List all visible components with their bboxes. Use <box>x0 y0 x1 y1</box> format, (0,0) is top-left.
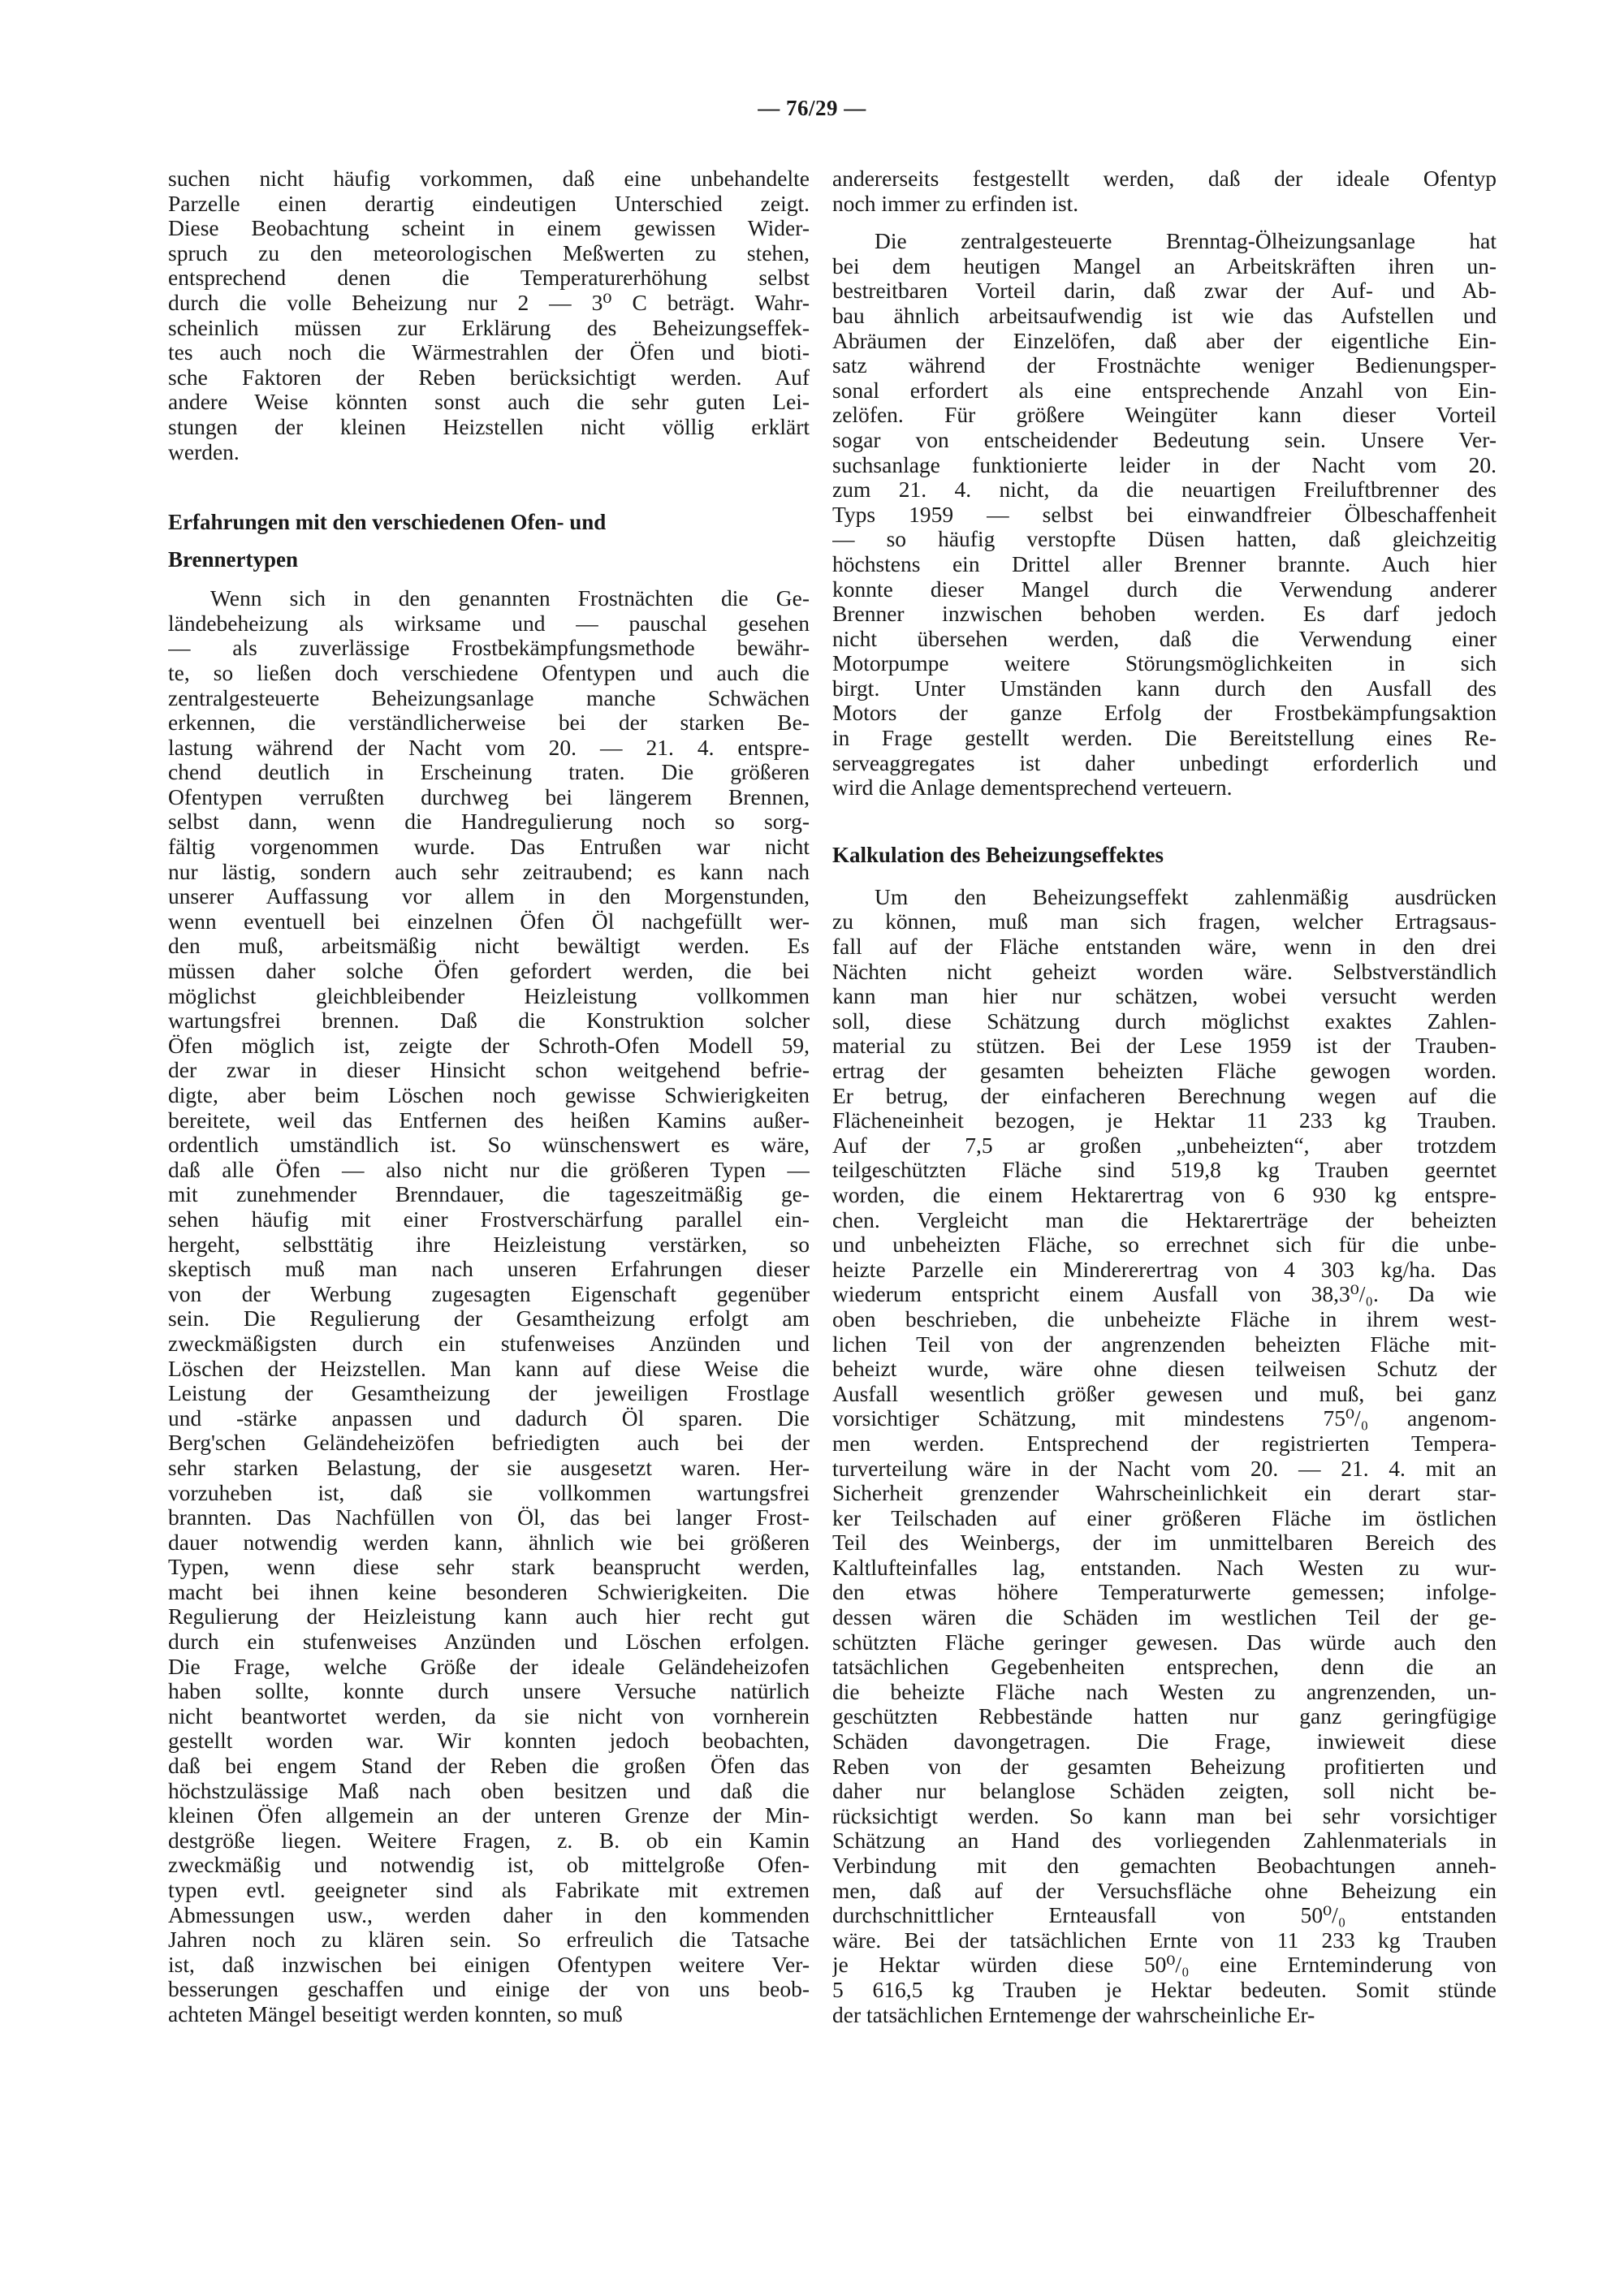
continuation-paragraph <box>832 166 1497 216</box>
text-line: lichen Teil von der angrenzenden beheizten Fläche mit- <box>832 1331 1497 1357</box>
text-line: teilgeschützten Fläche sind 519,8 kg Trauben geerntet <box>832 1158 1497 1183</box>
text-line: werden. <box>168 439 240 464</box>
text-line: 5 616,5 kg Trauben je Hektar bedeuten. Somit stünde <box>832 1977 1497 2002</box>
text-line: noch immer zu erfinden ist. <box>832 191 1079 216</box>
text-line: kann man hier nur schätzen, wobei versucht werden <box>832 984 1497 1009</box>
text-line: ordentlich umständlich ist. So wünschenswert es wäre, <box>168 1133 810 1158</box>
calculation-paragraph <box>832 885 1497 2027</box>
section-heading-kalkulation <box>832 836 1497 874</box>
text-line: soll, diese Schätzung durch möglichst exaktes Zahlen- <box>832 1008 1497 1034</box>
text-line: worden, die einem Hektarertrag von 6 930 kg entspre- <box>832 1182 1497 1207</box>
text-line: suchen nicht häufig vorkommen, daß eine unbehandelte <box>168 166 810 191</box>
text-line: zentralgesteuerte Beheizungsanlage manche Schwächen <box>168 685 810 710</box>
text-line: Parzelle einen derartig eindeutigen Unterschied zeigt. <box>168 191 810 216</box>
text-line: zweckmäßig und notwendig ist, ob mittelgroße Ofen- <box>168 1853 810 1878</box>
text-line: Leistung der Gesamtheizung der jeweiligen Frostlage <box>168 1381 810 1406</box>
text-line: oben beschrieben, die unbeheizte Fläche in ihrem west- <box>832 1306 1497 1331</box>
text-line: bei dem heutigen Mangel an Arbeitskräften ihren un- <box>832 253 1497 278</box>
text-line: vorsichtiger Schätzung, mit mindestens 75⁰/₀ angenom- <box>832 1406 1497 1431</box>
text-line: chend deutlich in Erscheinung traten. Die größeren <box>168 760 810 785</box>
text-line: scheinlich müssen zur Erklärung des Beheizungseffek- <box>168 315 810 340</box>
text-line: Brenner inzwischen behoben werden. Es darf jedoch <box>832 602 1497 627</box>
text-line: brannten. Das Nachfüllen von Öl, das bei langer Frost- <box>168 1505 810 1530</box>
text-line: birgt. Unter Umständen kann durch den Ausfall des <box>832 675 1497 701</box>
text-line: nicht übersehen werden, daß die Verwendung einer <box>832 626 1497 651</box>
text-line: spruch zu den meteorologischen Meßwerten zu stehen, <box>168 240 810 265</box>
text-line: suchsanlage funktionierte leider in der Nacht vom 20. <box>832 452 1497 477</box>
text-line: und unbeheizten Fläche, so errechnet sich für die unbe- <box>832 1232 1497 1258</box>
text-line: Ausfall wesentlich größer gewesen und muß, bei ganz <box>832 1381 1497 1406</box>
text-line: ist, daß inzwischen bei einigen Ofentypen weitere Ver- <box>168 1952 810 1977</box>
text-line: achteten Mängel beseitigt werden konnten, so muß <box>168 2001 623 2026</box>
text-line: zu können, muß man sich fragen, welcher Ertragsaus- <box>832 909 1497 934</box>
text-line: möglichst gleichbleibender Heizleistung vollkommen <box>168 983 810 1008</box>
text-line: macht bei ihnen keine besonderen Schwierigkeiten. Die <box>168 1579 810 1604</box>
text-line: destgröße liegen. Weitere Fragen, z. B. ob ein Kamin <box>168 1828 810 1853</box>
text-line: haben sollte, konnte durch unsere Versuche natürlich <box>168 1679 810 1704</box>
text-line: lastung während der Nacht vom 20. — 21. 4. entspre- <box>168 735 810 760</box>
text-line: Reben von der gesamten Beheizung profitierten und <box>832 1754 1497 1779</box>
text-line: Verbindung mit den gemachten Beobachtungen anneh- <box>832 1854 1497 1878</box>
text-line: je Hektar würden diese 50⁰/₀ eine Ernteminderung von <box>832 1953 1497 1978</box>
text-line: tatsächlichen Gegebenheiten entsprechen, denn die an <box>832 1655 1497 1680</box>
text-line: sein. Die Regulierung der Gesamtheizung erfolgt am <box>168 1306 810 1331</box>
text-line: erkennen, die verständlicherweise bei der starken Be- <box>168 710 810 736</box>
text-line: Um den Beheizungseffekt zahlenmäßig ausdrücken <box>875 884 1497 909</box>
text-line: den muß, arbeitsmäßig nicht bewältigt werden. Es <box>168 934 810 959</box>
text-line: dauer notwendig werden kann, ähnlich wie bei größeren <box>168 1530 810 1555</box>
text-line: den etwas höhere Temperaturwerte gemessen; infolge- <box>832 1580 1497 1605</box>
text-line: Schätzung an Hand des vorliegenden Zahlenmaterials in <box>832 1828 1497 1854</box>
section-heading-line-2: Brennertypen <box>168 547 298 572</box>
text-line: Motors der ganze Erfolg der Frostbekämpfungsaktion <box>832 701 1497 726</box>
text-line: Regulierung der Heizleistung kann auch hier recht gut <box>168 1604 810 1629</box>
text-line: rücksichtigt werden. So kann man bei sehr vorsichtiger <box>832 1803 1497 1828</box>
text-line: in Frage gestellt werden. Die Bereitstellung eines Re- <box>832 726 1497 751</box>
text-line: Typen, wenn diese sehr stark beansprucht werden, <box>168 1555 810 1580</box>
text-line: fall auf der Fläche entstanden wäre, wenn in den drei <box>832 934 1497 960</box>
text-line: material zu stützen. Bei der Lese 1959 ist der Trauben- <box>832 1034 1497 1059</box>
text-line: schützten Fläche geringer gewesen. Das würde auch den <box>832 1629 1497 1655</box>
text-line: Schäden davongetragen. Die Frage, inwieweit diese <box>832 1729 1497 1754</box>
text-line: ländebeheizung als wirksame und — pauschal gesehen <box>168 611 810 636</box>
text-line: hergeht, selbsttätig ihre Heizleistung verstärken, so <box>168 1232 810 1257</box>
text-line: Auf der 7,5 ar großen „unbeheizten“, aber trotzdem <box>832 1133 1497 1158</box>
text-line: ker Teilschaden auf einer größeren Fläche im östlichen <box>832 1505 1497 1530</box>
text-line: Ofentypen verrußten durchweg bei längerem Brennen, <box>168 784 810 809</box>
text-line: Typs 1959 — selbst bei einwandfreier Ölbeschaffenheit <box>832 502 1497 527</box>
text-line: heizte Parzelle ein Mindererertrag von 4 303 kg/ha. Das <box>832 1257 1497 1282</box>
text-line: sehen häufig mit einer Frostverschärfung parallel ein- <box>168 1206 810 1232</box>
text-line: satz während der Frostnächte weniger Bedienungsper- <box>832 353 1497 378</box>
text-line: turverteilung wäre in der Nacht vom 20. — 21. 4. mit an <box>832 1456 1497 1481</box>
text-line: zum 21. 4. nicht, da die neuartigen Freiluftbrenner des <box>832 477 1497 503</box>
page-number: — 76/29 — <box>758 96 866 120</box>
text-line: müssen daher solche Öfen gefordert werden, die bei <box>168 959 810 984</box>
text-line: chen. Vergleicht man die Hektarerträge der beheizten <box>832 1207 1497 1232</box>
text-line: Abräumen der Einzelöfen, daß aber der eigentliche Ein- <box>832 328 1497 353</box>
text-line: serveaggregates ist daher unbedingt erforderlich und <box>832 750 1497 775</box>
text-line: Flächeneinheit bezogen, je Hektar 11 233 kg Trauben. <box>832 1108 1497 1133</box>
text-line: beheizt wurde, wäre ohne diesen teilweisen Schutz der <box>832 1357 1497 1382</box>
text-line: Motorpumpe weitere Störungsmöglichkeiten in sich <box>832 651 1497 676</box>
text-line: fältig vorgenommen wurde. Das Entrußen war nicht <box>168 835 810 860</box>
text-line: durch die volle Beheizung nur 2 — 3⁰ C beträgt. Wahr- <box>168 290 810 315</box>
text-line: — so häufig verstopfte Düsen hatten, daß gleichzeitig <box>832 527 1497 552</box>
text-line: durchschnittlicher Ernteausfall von 50⁰/₀ entstanden <box>832 1903 1497 1928</box>
text-line: vorzuheben ist, daß sie vollkommen wartungsfrei <box>168 1480 810 1505</box>
text-line: wenn eventuell bei einzelnen Öfen Öl nachgefüllt wer- <box>168 908 810 934</box>
right-column <box>832 166 1497 2027</box>
text-line: bestreitbaren Vorteil darin, daß zwar der Auf- und Ab- <box>832 278 1497 304</box>
text-line: sonal erfordert als eine entsprechende Anzahl von Ein- <box>832 378 1497 403</box>
text-line: men, daß auf der Versuchsfläche ohne Beheizung ein <box>832 1878 1497 1903</box>
text-line: besserungen geschaffen und einige der von uns beob- <box>168 1977 810 2002</box>
text-line: konnte dieser Mangel durch die Verwendung anderer <box>832 576 1497 602</box>
text-line: Teil des Weinbergs, der im unmittelbaren Bereich des <box>832 1530 1497 1556</box>
text-line: zelöfen. Für größere Weingüter kann dieser Vorteil <box>832 403 1497 428</box>
text-line: Öfen möglich ist, zeigte der Schroth-Ofen Modell 59, <box>168 1033 810 1058</box>
left-column <box>168 166 810 2027</box>
text-line: skeptisch muß man nach unseren Erfahrungen dieser <box>168 1257 810 1282</box>
text-line: wäre. Bei der tatsächlichen Ernte von 11 233 kg Trauben <box>832 1927 1497 1953</box>
text-line: Berg'schen Geländeheizöfen befriedigten auch bei der <box>168 1431 810 1456</box>
text-line: sehr starken Belastung, der sie ausgesetzt waren. Her- <box>168 1455 810 1480</box>
text-line: men werden. Entsprechend der registrierten Tempera- <box>832 1431 1497 1456</box>
intro-paragraph <box>168 166 810 464</box>
text-line: kleinen Öfen allgemein an der unteren Grenze der Min- <box>168 1803 810 1828</box>
text-line: sogar von entscheidender Bedeutung sein. Unsere Ver- <box>832 427 1497 452</box>
text-line: Abmessungen usw., werden daher in den kommenden <box>168 1902 810 1927</box>
text-line: daß alle Öfen — also nicht nur die größeren Typen — <box>168 1157 810 1182</box>
text-line: Die Frage, welche Größe der ideale Geländeheizofen <box>168 1654 810 1679</box>
text-line: mit zunehmender Brenndauer, die tageszeitmäßig ge- <box>168 1182 810 1207</box>
text-line: Er betrug, der einfacheren Berechnung wegen auf die <box>832 1083 1497 1108</box>
text-line: daß bei engem Stand der Reben die großen Öfen das <box>168 1754 810 1779</box>
text-line: wird die Anlage dementsprechend verteuern. <box>832 775 1233 801</box>
text-line: geschützten Rebbestände hatten nur ganz geringfügige <box>832 1704 1497 1729</box>
text-line: Löschen der Heizstellen. Man kann auf diese Weise die <box>168 1356 810 1381</box>
text-line: te, so ließen doch verschiedene Ofentypen und auch die <box>168 660 810 685</box>
text-line: wiederum entspricht einem Ausfall von 38,3⁰/₀. Da wie <box>832 1282 1497 1307</box>
section-heading-ofen-brennertypen <box>168 503 810 578</box>
text-line: Wenn sich in den genannten Frostnächten die Ge- <box>210 586 810 611</box>
text-line: — als zuverlässige Frostbekämpfungsmethode bewähr- <box>168 636 810 661</box>
text-line: höchstens ein Drittel aller Brenner brannte. Auch hier <box>832 551 1497 576</box>
text-line: daher nur belanglose Schäden zeigten, soll nicht be- <box>832 1779 1497 1804</box>
text-line: Diese Beobachtung scheint in einem gewissen Wider- <box>168 216 810 241</box>
text-line: wartungsfrei brennen. Daß die Konstruktion solcher <box>168 1008 810 1034</box>
text-line: gestellt worden war. Wir konnten jedoch beobachten, <box>168 1728 810 1754</box>
text-line: digte, aber beim Löschen noch gewisse Schwierigkeiten <box>168 1083 810 1107</box>
text-line: Nächten nicht geheizt worden wäre. Selbstverständlich <box>832 959 1497 984</box>
text-line: stungen der kleinen Heizstellen nicht völlig erklärt <box>168 414 810 439</box>
text-line: höchstzulässige Maß nach oben besitzen und daß die <box>168 1778 810 1803</box>
text-line: tes auch noch die Wärmestrahlen der Öfen und bioti- <box>168 340 810 365</box>
text-line: andere Weise könnten sonst auch die sehr guten Lei- <box>168 390 810 415</box>
text-line: der zwar in dieser Hinsicht schon weitgehend befrie- <box>168 1058 810 1083</box>
text-line: typen evtl. geeigneter sind als Fabrikate mit extremen <box>168 1878 810 1902</box>
text-line: bau ähnlich arbeitsaufwendig ist wie das Aufstellen und <box>832 303 1497 328</box>
section-heading-line-1: Erfahrungen mit den verschiedenen Ofen- und <box>168 510 607 535</box>
text-line: bereitete, weil das Entfernen des heißen Kamins außer- <box>168 1107 810 1133</box>
text-line: nicht beantwortet werden, da sie nicht von vornherein <box>168 1703 810 1728</box>
text-line: unserer Auffassung vor allem in den Morgenstunden, <box>168 884 810 909</box>
text-line: Die zentralgesteuerte Brenntag-Ölheizungsanlage hat <box>875 229 1497 254</box>
text-line: Jahren noch zu klären sein. So erfreulich die Tatsache <box>168 1927 810 1953</box>
text-line: von der Werbung zugesagten Eigenschaft gegenüber <box>168 1281 810 1306</box>
section-heading-kalkulation-text: Kalkulation des Beheizungseffektes <box>832 842 1164 867</box>
text-line: durch ein stufenweises Anzünden und Löschen erfolgen. <box>168 1629 810 1655</box>
brenntag-paragraph <box>832 229 1497 801</box>
text-line: zweckmäßigsten durch ein stufenweises Anzünden und <box>168 1331 810 1356</box>
text-line: nur lästig, sondern auch sehr zeitraubend; es kann nach <box>168 859 810 884</box>
text-line: ertrag der gesamten beheizten Fläche gewogen worden. <box>832 1059 1497 1083</box>
ofen-section-paragraph <box>168 586 810 2026</box>
text-line: die beheizte Fläche nach Westen zu angrenzenden, un- <box>832 1679 1497 1704</box>
text-line: andererseits festgestellt werden, daß der ideale Ofentyp <box>832 166 1497 191</box>
text-line: und -stärke anpassen und dadurch Öl sparen. Die <box>168 1405 810 1431</box>
text-line: Kaltlufteinfalles lag, entstanden. Nach Westen zu wur- <box>832 1555 1497 1580</box>
text-line: dessen wären die Schäden im westlichen Teil der ge- <box>832 1605 1497 1630</box>
text-line: entsprechend denen die Temperaturerhöhung selbst <box>168 265 810 291</box>
text-line: selbst dann, wenn die Handregulierung noch so sorg- <box>168 809 810 835</box>
text-line: Sicherheit grenzender Wahrscheinlichkeit ein derart star- <box>832 1481 1497 1506</box>
text-line: der tatsächlichen Erntemenge der wahrscheinliche Er- <box>832 2002 1315 2027</box>
text-line: sche Faktoren der Reben berücksichtigt werden. Auf <box>168 365 810 390</box>
